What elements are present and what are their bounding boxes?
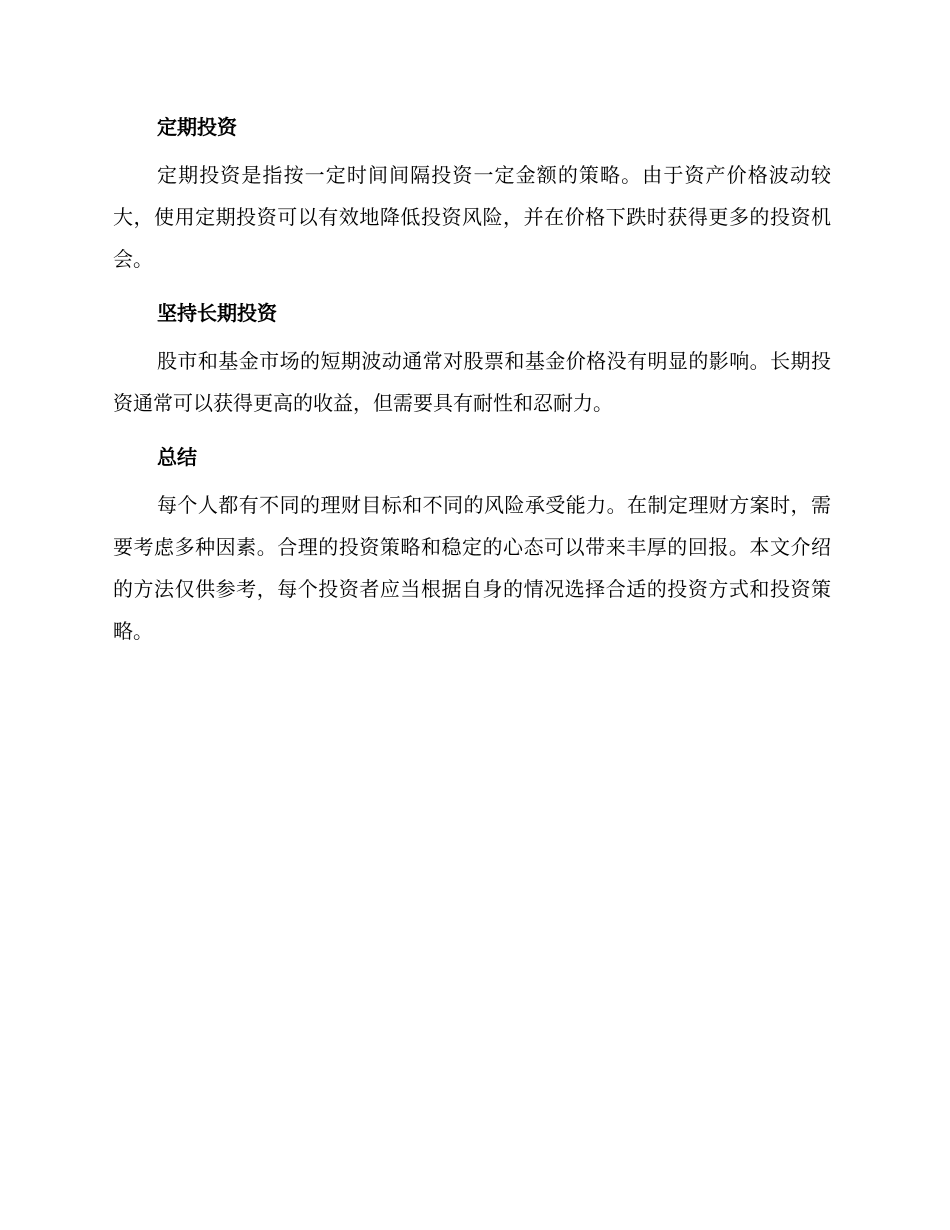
section-heading-long-term-investment: 坚持长期投资	[157, 301, 277, 325]
section-heading-regular-investment: 定期投资	[157, 115, 237, 139]
section-paragraph-long-term-investment: 股市和基金市场的短期波动通常对股票和基金价格没有明显的影响。长期投资通常可以获得更高的收益，但需要具有耐性和忍耐力。	[113, 349, 831, 415]
section-heading-summary: 总结	[157, 445, 197, 469]
document-body	[113, 108, 831, 666]
section-paragraph-regular-investment: 定期投资是指按一定时间间隔投资一定金额的策略。由于资产价格波动较大，使用定期投资可以有效地降低投资风险，并在价格下跌时获得更多的投资机会。	[113, 163, 831, 271]
section-paragraph-summary: 每个人都有不同的理财目标和不同的风险承受能力。在制定理财方案时，需要考虑多种因素。合理的投资策略和稳定的心态可以带来丰厚的回报。本文介绍的方法仅供参考，每个投资者应当根据自身的情况选择合适的投资方式和投资策略。	[113, 493, 831, 643]
